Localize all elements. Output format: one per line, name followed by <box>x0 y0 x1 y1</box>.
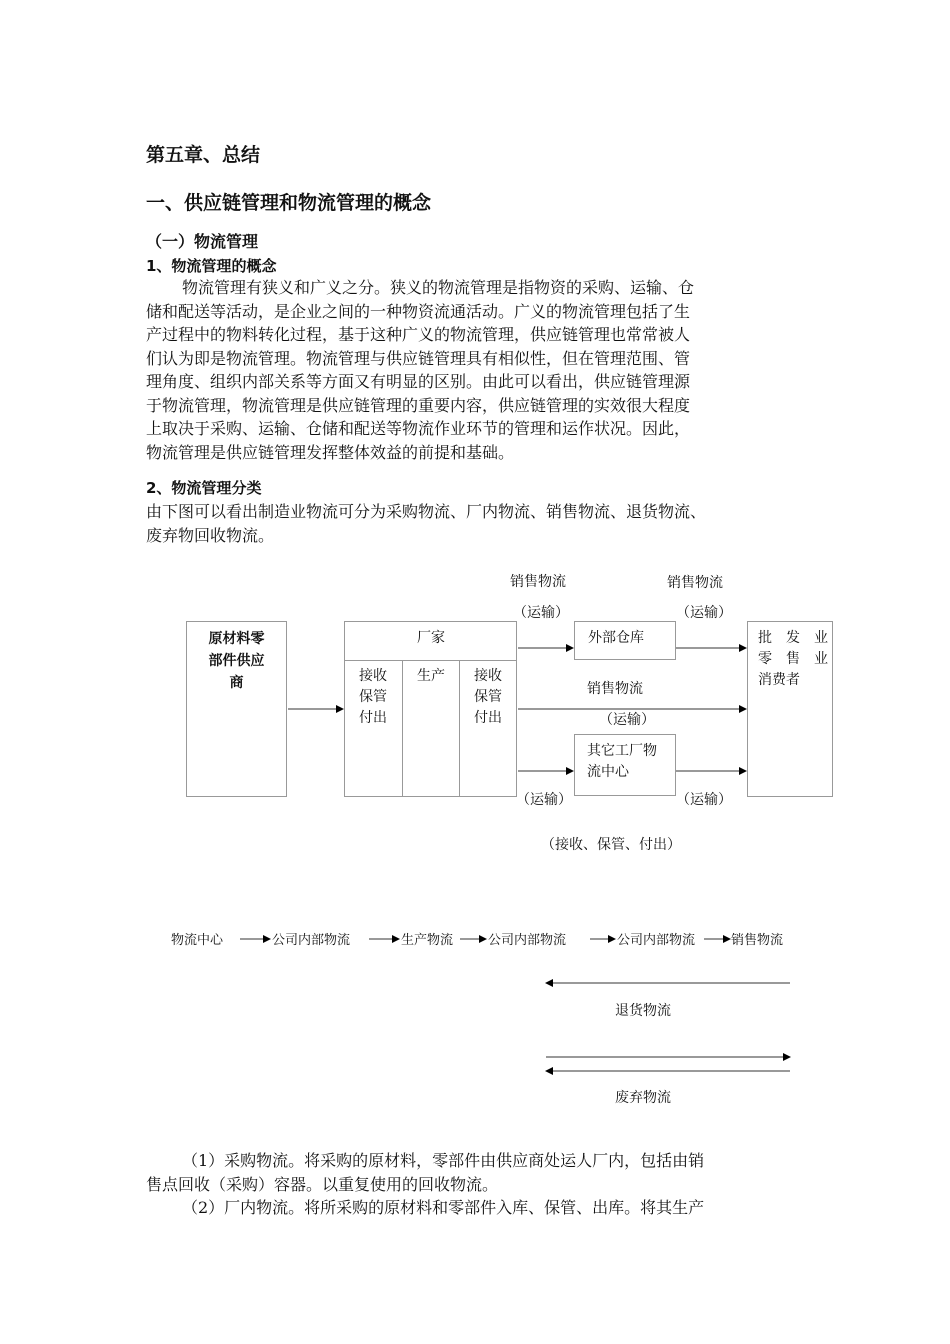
supplier-line: 原材料零 <box>208 631 265 647</box>
warehouse-label: 外部仓库 <box>588 630 644 646</box>
section-title: 一、供应链管理和物流管理的概念 <box>146 192 432 214</box>
col-line: 付出 <box>474 710 502 726</box>
col-line: 保管 <box>359 689 387 705</box>
customer-line: 批 发 业 <box>758 630 828 646</box>
subsection-title: （一）物流管理 <box>146 232 259 251</box>
transport-label: （运输） <box>676 605 732 621</box>
production-label: 生产 <box>417 668 445 684</box>
col-line: 付出 <box>359 710 387 726</box>
text-line: 于物流管理，物流管理是供应链管理的重要内容，供应链管理的实效很大程度 <box>146 395 691 415</box>
sales-logistics-label: 销售物流 <box>667 575 723 591</box>
text-line: 废弃物回收物流。 <box>146 525 275 545</box>
text-line: 售点回收（采购）容器。以重复使用的回收物流。 <box>146 1174 499 1194</box>
item1-title: 1、物流管理的概念 <box>146 257 277 275</box>
paragraph-types <box>146 1149 826 1220</box>
col-line: 保管 <box>474 689 502 705</box>
customer-line: 消费者 <box>758 672 800 688</box>
sales-logistics-label: 销售物流 <box>587 681 643 697</box>
flow-node: 销售物流 <box>731 933 784 948</box>
flow-node: 公司内部物流 <box>488 933 567 948</box>
center-line: 流中心 <box>587 764 629 780</box>
text-line: （2）厂内物流。将所采购的原材料和零部件入库、保管、出库。将其生产 <box>182 1198 705 1217</box>
text-line: 上取决于采购、运输、仓储和配送等物流作业环节的管理和运作状况。因此， <box>146 419 691 438</box>
flow-node: 物流中心 <box>171 933 224 948</box>
col-line: 接收 <box>474 668 502 684</box>
sales-logistics-label: 销售物流 <box>510 574 566 590</box>
text-line: （1）采购物流。将采购的原材料，零部件由供应商处运人厂内，包括由销 <box>182 1151 705 1170</box>
receive-store-issue-note: （接收、保管、付出） <box>541 837 681 853</box>
text-line: 物流管理有狭义和广义之分。狭义的物流管理是指物资的采购、运输、仓 <box>182 278 695 297</box>
factory-label: 厂家 <box>417 630 445 646</box>
supplier-line: 部件供应 <box>208 653 265 669</box>
text-line: 储和配送等活动，是企业之间的一种物资流通活动。广义的物流管理包括了生 <box>146 301 691 321</box>
col-line: 接收 <box>359 668 387 684</box>
text-line: 物流管理是供应链管理发挥整体效益的前提和基础。 <box>146 442 515 462</box>
flow-node: 公司内部物流 <box>617 933 696 948</box>
transport-label: （运输） <box>513 605 569 621</box>
transport-label: （运输） <box>676 792 732 808</box>
center-line: 其它工厂物 <box>587 743 657 759</box>
item2-title: 2、物流管理分类 <box>146 479 262 497</box>
customer-line: 零 售 业 <box>758 651 828 667</box>
flow-node: 生产物流 <box>401 933 454 948</box>
text-line: 理角度、组织内部关系等方面又有明显的区别。由此可以看出，供应链管理源 <box>146 372 691 391</box>
text-line: 由下图可以看出制造业物流可分为采购物流、厂内物流、销售物流、退货物流、 <box>146 502 707 521</box>
supplier-line: 商 <box>229 675 244 691</box>
waste-logistics-label: 废弃物流 <box>615 1090 671 1106</box>
text-line: 们认为即是物流管理。物流管理与供应链管理具有相似性，但在管理范围、管 <box>146 348 691 368</box>
chapter-title: 第五章、总结 <box>146 144 261 166</box>
transport-label: （运输） <box>516 792 572 808</box>
text-line: 产过程中的物料转化过程，基于这种广义的物流管理，供应链管理也常常被人 <box>146 325 691 344</box>
flow-node: 公司内部物流 <box>272 933 351 948</box>
return-logistics-label: 退货物流 <box>615 1003 671 1019</box>
transport-label: （运输） <box>599 712 655 728</box>
